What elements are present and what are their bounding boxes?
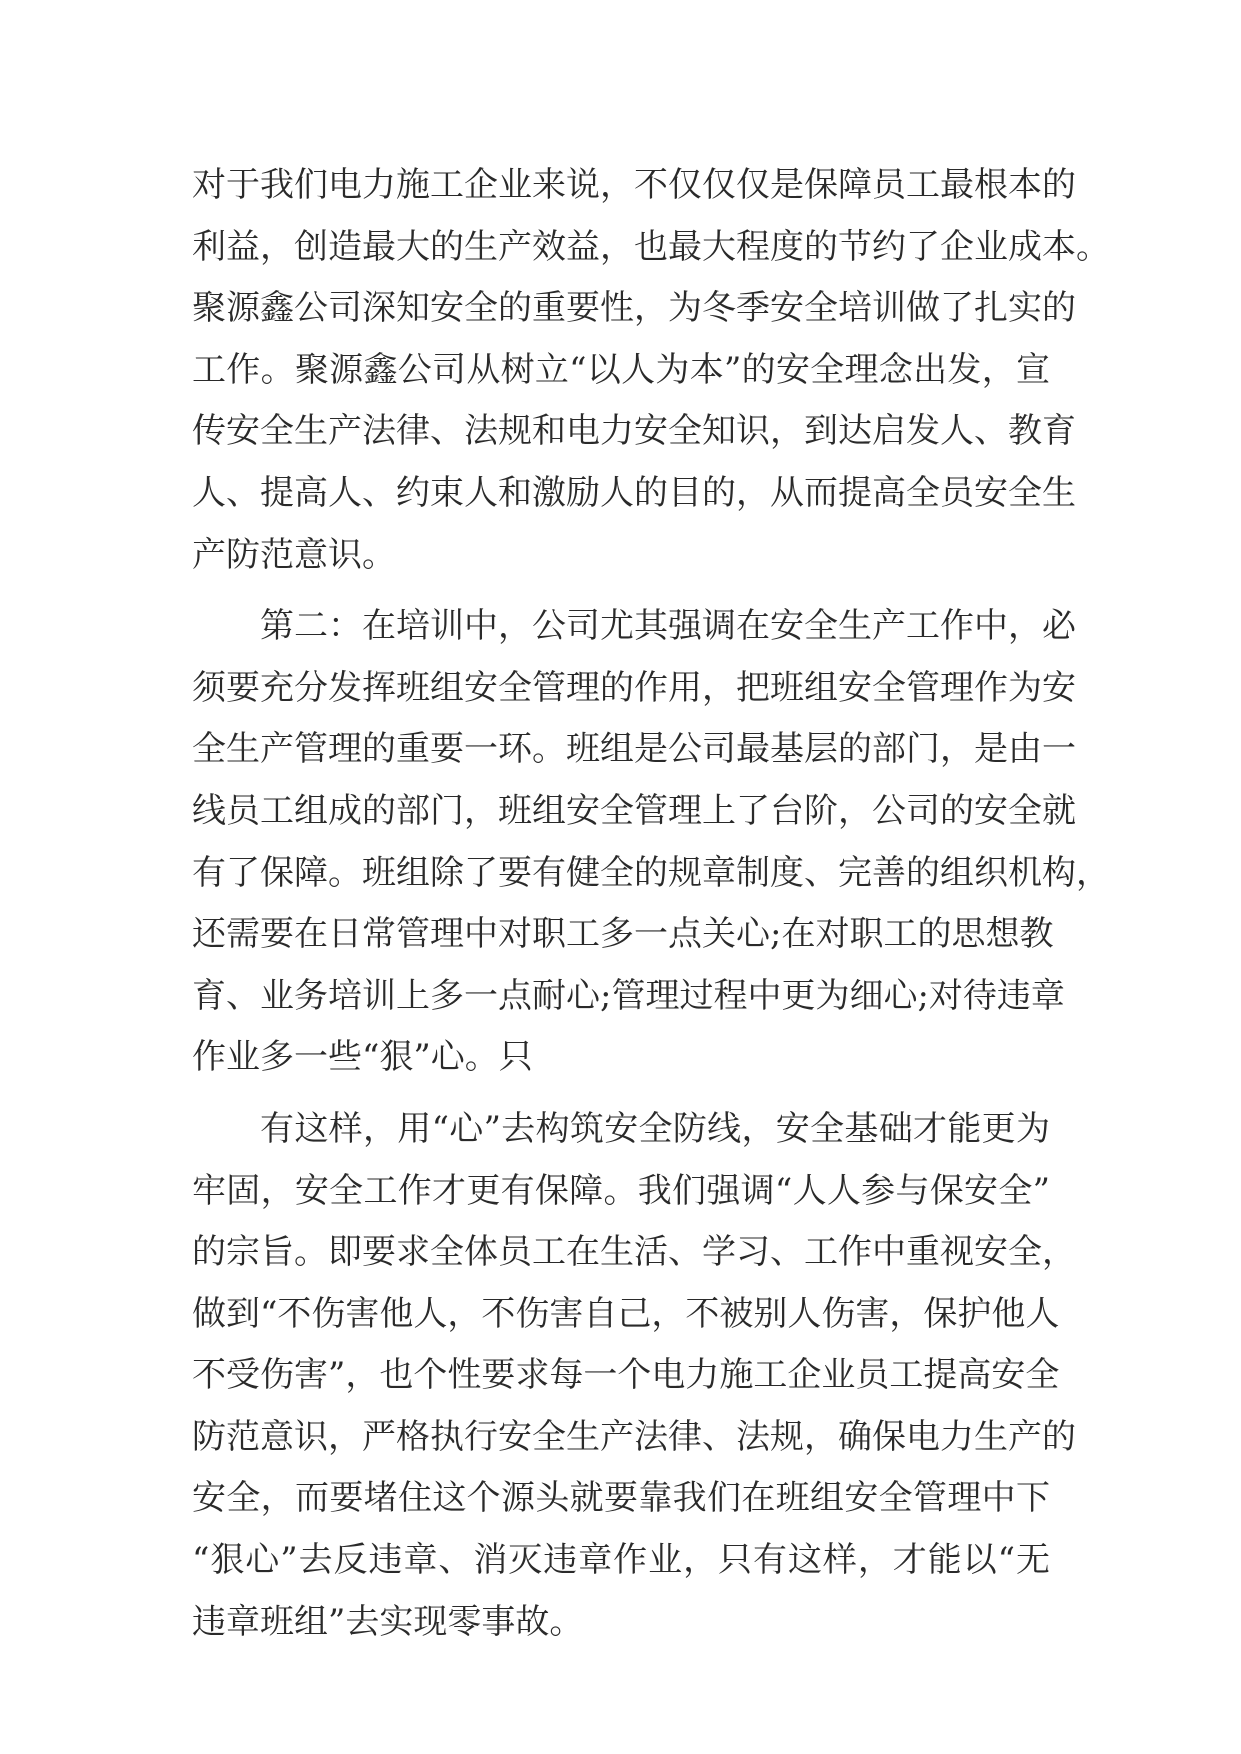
text-line: “狠心”去反违章、消灭违章作业，只有这样，才能以“无 [192,1540,1050,1581]
paragraph-3 [192,1099,1076,1653]
paragraph-spacer [192,586,1050,596]
text-line: 有了保障。班组除了要有健全的规章制度、完善的组织机构， [192,852,1110,893]
paragraph-1 [192,155,1110,586]
text-line: 产防范意识。 [192,534,396,575]
text-line: 作业多一些“狠”心。只 [192,1037,533,1078]
text-line: 对于我们电力施工企业来说，不仅仅仅是保障员工最根本的 [192,165,1076,205]
text-line: 还需要在日常管理中对职工多一点关心;在对职工的思想教 [192,914,1054,955]
paragraph-spacer [192,1089,1050,1099]
text-line: 聚源鑫公司深知安全的重要性，为冬季安全培训做了扎实的 [192,288,1076,329]
paragraph-2 [192,596,1110,1089]
text-line: 安全，而要堵住这个源头就要靠我们在班组安全管理中下 [192,1478,1050,1519]
text-line: 做到“不伤害他人，不伤害自己，不被别人伤害，保护他人 [192,1293,1060,1334]
text-line: 防范意识，严格执行安全生产法律、法规，确保电力生产的 [192,1416,1076,1457]
document-body [192,155,1110,1653]
text-line: 违章班组”去实现零事故。 [192,1601,584,1642]
text-line: 全生产管理的重要一环。班组是公司最基层的部门，是由一 [192,729,1076,770]
text-line: 牢固，安全工作才更有保障。我们强调“人人参与保安全” [192,1170,1050,1211]
text-line: 工作。聚源鑫公司从树立“以人为本”的安全理念出发，宣 [192,349,1050,390]
text-line: 利益，创造最大的生产效益，也最大程度的节约了企业成本。 [192,226,1110,267]
text-line: 育、业务培训上多一点耐心;管理过程中更为细心;对待违章 [192,975,1065,1016]
text-line: 第二：在培训中，公司尤其强调在安全生产工作中，必 [260,606,1076,647]
text-line: 的宗旨。即要求全体员工在生活、学习、工作中重视安全， [192,1232,1076,1273]
text-line: 传安全生产法律、法规和电力安全知识，到达启发人、教育 [192,411,1076,452]
text-line: 不受伤害”，也个性要求每一个电力施工企业员工提高安全 [192,1355,1060,1396]
text-line: 有这样，用“心”去构筑安全防线，安全基础才能更为 [260,1108,1050,1149]
text-line: 须要充分发挥班组安全管理的作用，把班组安全管理作为安 [192,667,1076,708]
text-line: 线员工组成的部门，班组安全管理上了台阶，公司的安全就 [192,790,1076,831]
text-line: 人、提高人、约束人和激励人的目的，从而提高全员安全生 [192,472,1076,513]
